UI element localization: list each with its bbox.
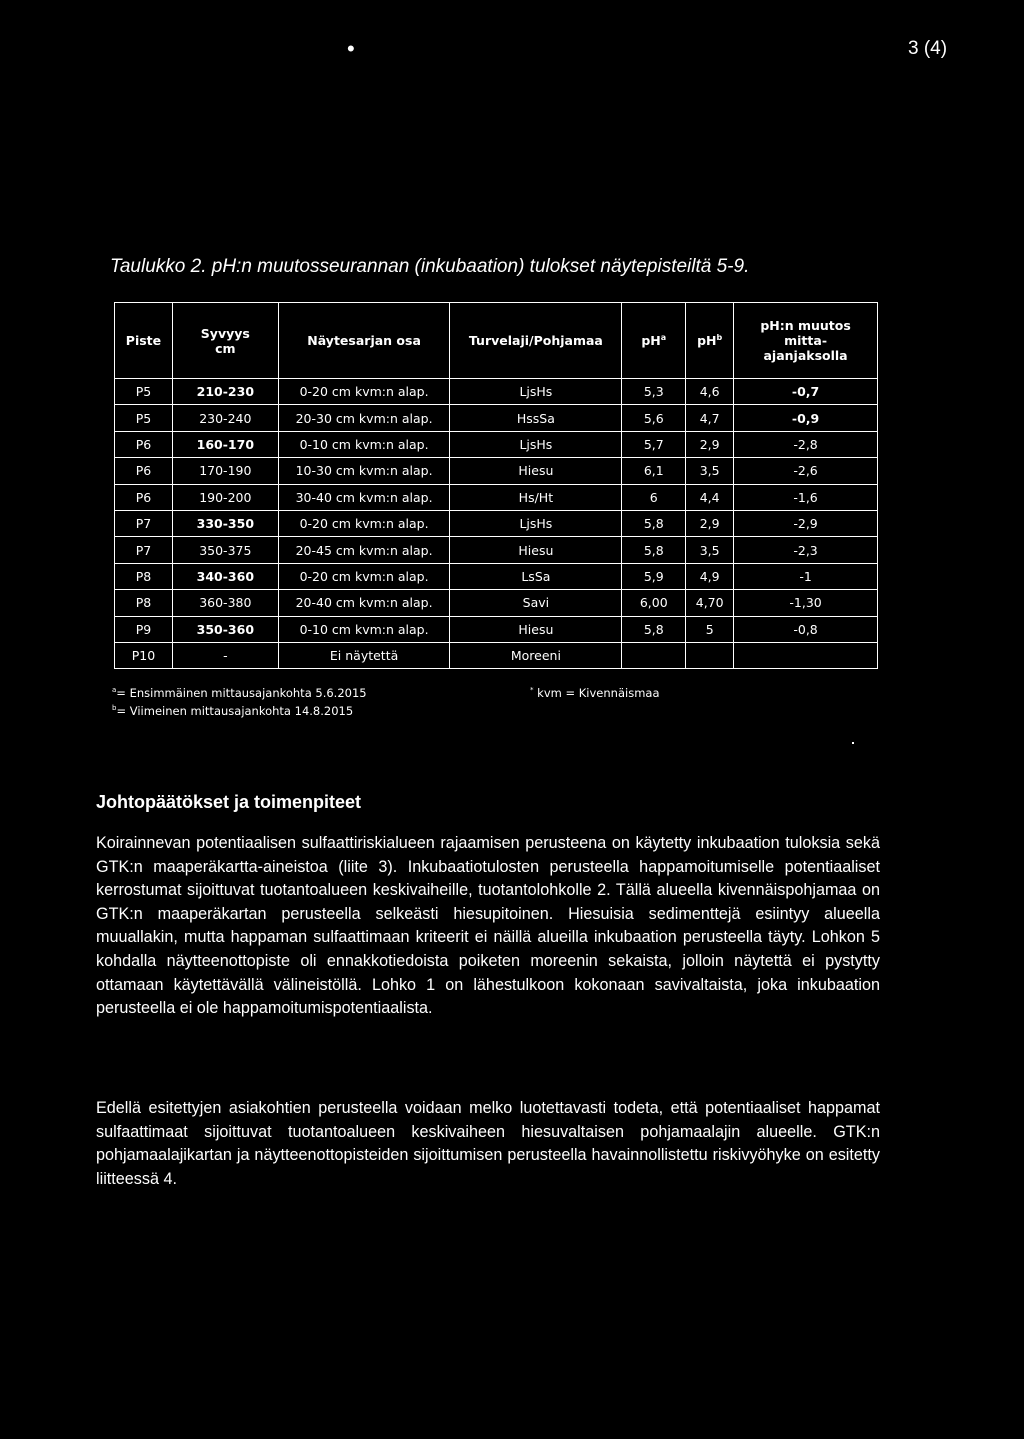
cell-piste: P5 [115, 379, 173, 405]
header-muutos [734, 303, 878, 379]
table-row [115, 616, 878, 642]
page-marker: • [347, 36, 355, 61]
cell-syvyys: 360-380 [172, 590, 278, 616]
cell-pha: 6 [622, 484, 686, 510]
cell-phb: 2,9 [686, 510, 734, 536]
cell-pha: 5,3 [622, 379, 686, 405]
header-pha [622, 303, 686, 379]
cell-turvelaji: Hiesu [450, 458, 622, 484]
cell-osa: 0-20 cm kvm:n alap. [278, 563, 450, 589]
cell-muutos [734, 642, 878, 668]
cell-osa: 20-30 cm kvm:n alap. [278, 405, 450, 431]
cell-phb: 4,7 [686, 405, 734, 431]
cell-muutos: -0,8 [734, 616, 878, 642]
scan-speck [852, 742, 854, 744]
cell-osa: 0-10 cm kvm:n alap. [278, 616, 450, 642]
cell-phb: 4,9 [686, 563, 734, 589]
table-row [115, 431, 878, 457]
cell-phb: 4,70 [686, 590, 734, 616]
cell-syvyys: 210-230 [172, 379, 278, 405]
cell-muutos: -1,6 [734, 484, 878, 510]
cell-syvyys: 350-360 [172, 616, 278, 642]
cell-piste: P10 [115, 642, 173, 668]
header-muutos-line1: pH:n muutos [760, 318, 851, 333]
cell-pha: 5,8 [622, 510, 686, 536]
cell-muutos: -2,6 [734, 458, 878, 484]
cell-syvyys: 330-350 [172, 510, 278, 536]
cell-muutos: -2,8 [734, 431, 878, 457]
table-row [115, 379, 878, 405]
cell-pha: 5,8 [622, 616, 686, 642]
header-turvelaji: Turvelaji/Pohjamaa [450, 303, 622, 379]
header-muutos-line3: ajanjaksolla [763, 348, 848, 363]
cell-muutos: -1,30 [734, 590, 878, 616]
cell-turvelaji: Hiesu [450, 537, 622, 563]
cell-phb: 5 [686, 616, 734, 642]
cell-syvyys: 170-190 [172, 458, 278, 484]
table-row [115, 458, 878, 484]
table-row [115, 484, 878, 510]
cell-osa: 10-30 cm kvm:n alap. [278, 458, 450, 484]
cell-osa: 30-40 cm kvm:n alap. [278, 484, 450, 510]
cell-osa: 0-10 cm kvm:n alap. [278, 431, 450, 457]
cell-osa: Ei näytettä [278, 642, 450, 668]
cell-osa: 20-40 cm kvm:n alap. [278, 590, 450, 616]
cell-phb: 3,5 [686, 537, 734, 563]
footnote-b-text: = Viimeinen mittausajankohta 14.8.2015 [116, 704, 354, 718]
header-osa: Näytesarjan osa [278, 303, 450, 379]
section-heading: Johtopäätökset ja toimenpiteet [96, 792, 362, 812]
footnote-b-mark: b [112, 704, 117, 713]
header-phb-sup: b [716, 332, 723, 342]
header-muutos-line2: mitta- [784, 333, 828, 348]
table-row [115, 405, 878, 431]
cell-turvelaji: Hiesu [450, 616, 622, 642]
header-phb [686, 303, 734, 379]
header-pha-sup: a [660, 332, 667, 342]
cell-muutos: -0,9 [734, 405, 878, 431]
footnote-a [112, 686, 367, 700]
cell-piste: P7 [115, 537, 173, 563]
cell-muutos: -0,7 [734, 379, 878, 405]
paragraph-conclusions: Koirainnevan potentiaalisen sulfaattiriskialueen rajaamisen perusteena on käytetty inkubaation tuloksia sekä GTK:n maaperäkartta-aineistoa (liite 3). Inkubaatiotulosten perusteella happamoitumiselle potentiaaliset kerrostumat sijoittuvat tuotantoalueen keskivaiheille, tuotantolohkolle 2. Tällä alueella kivennäispohjamaa on GTK:n maaperäkartan perusteella selkeästi hiesupitoinen. Hiesuisia sedimenttejä esiintyy alueella muuallakin, mutta happaman sulfaattimaan kriteerit ei näillä alueilla inkubaation perusteella täyty. Lohkon 5 kohdalla näytteenottopiste oli ennakkotiedoista poiketen moreenin sekaista, jolloin näytettä ei pystytty ottamaan käytettävällä välineistöllä. Lohko 1 on lähestulkoon kokonaan savivaltaista, joka inkubaation perusteella ei ole happamoitumispotentiaalista. [96, 834, 880, 1018]
cell-pha: 5,8 [622, 537, 686, 563]
footnote-kvm-text: kvm = Kivennäismaa [533, 686, 660, 700]
ph-results-table [114, 302, 878, 669]
cell-syvyys: 190-200 [172, 484, 278, 510]
table-caption: Taulukko 2. pH:n muutosseurannan (inkubaation) tulokset näytepisteiltä 5-9. [110, 256, 750, 277]
cell-syvyys: 160-170 [172, 431, 278, 457]
table-header-row [115, 303, 878, 379]
cell-syvyys: - [172, 642, 278, 668]
cell-piste: P6 [115, 484, 173, 510]
cell-piste: P7 [115, 510, 173, 536]
cell-turvelaji: Hs/Ht [450, 484, 622, 510]
header-syvyys-line1: Syvyys [200, 325, 250, 341]
cell-phb: 4,6 [686, 379, 734, 405]
cell-piste: P5 [115, 405, 173, 431]
cell-phb [686, 642, 734, 668]
cell-osa: 0-20 cm kvm:n alap. [278, 510, 450, 536]
footnote-kvm [530, 686, 660, 700]
cell-syvyys: 350-375 [172, 537, 278, 563]
cell-piste: P8 [115, 590, 173, 616]
table-row [115, 563, 878, 589]
cell-turvelaji: LjsHs [450, 510, 622, 536]
cell-turvelaji: Moreeni [450, 642, 622, 668]
cell-pha: 5,9 [622, 563, 686, 589]
paragraph-summary: Edellä esitettyjen asiakohtien perusteella voidaan melko luotettavasti todeta, että potentiaaliset happamat sulfaattimaat sijoittuvat tuotantoalueen keskivaiheen hiesuvaltaisen pohjamaalajin alueelle. GTK:n pohjamaalajikartan ja näytteenottopisteiden sijoittumisen perusteella havainnollistettu riskivyöhyke on esitetty liitteessä 4. [96, 1099, 880, 1188]
cell-pha: 6,1 [622, 458, 686, 484]
table-row [115, 537, 878, 563]
cell-syvyys: 230-240 [172, 405, 278, 431]
page-number: 3 (4) [908, 38, 948, 59]
header-piste: Piste [115, 303, 173, 379]
table-row [115, 642, 878, 668]
cell-turvelaji: LjsHs [450, 379, 622, 405]
header-syvyys [172, 303, 278, 379]
cell-turvelaji: Savi [450, 590, 622, 616]
header-syvyys-line2: cm [215, 340, 236, 356]
cell-muutos: -2,3 [734, 537, 878, 563]
cell-phb: 2,9 [686, 431, 734, 457]
cell-turvelaji: LsSa [450, 563, 622, 589]
cell-muutos: -1 [734, 563, 878, 589]
header-pha-text: pH [641, 333, 661, 349]
table-row [115, 590, 878, 616]
table-row [115, 510, 878, 536]
cell-piste: P9 [115, 616, 173, 642]
cell-turvelaji: LjsHs [450, 431, 622, 457]
cell-muutos: -2,9 [734, 510, 878, 536]
cell-pha: 5,7 [622, 431, 686, 457]
cell-pha: 5,6 [622, 405, 686, 431]
cell-pha: 6,00 [622, 590, 686, 616]
cell-osa: 0-20 cm kvm:n alap. [278, 379, 450, 405]
cell-phb: 4,4 [686, 484, 734, 510]
cell-piste: P6 [115, 458, 173, 484]
footnote-kvm-mark: * [530, 686, 534, 695]
cell-osa: 20-45 cm kvm:n alap. [278, 537, 450, 563]
cell-piste: P8 [115, 563, 173, 589]
cell-turvelaji: HssSa [450, 405, 622, 431]
cell-pha [622, 642, 686, 668]
cell-syvyys: 340-360 [172, 563, 278, 589]
footnote-a-mark: a [112, 686, 117, 695]
cell-phb: 3,5 [686, 458, 734, 484]
header-phb-text: pH [697, 333, 717, 349]
footnote-a-text: = Ensimmäinen mittausajankohta 5.6.2015 [116, 686, 367, 700]
footnote-b [112, 704, 353, 718]
cell-piste: P6 [115, 431, 173, 457]
